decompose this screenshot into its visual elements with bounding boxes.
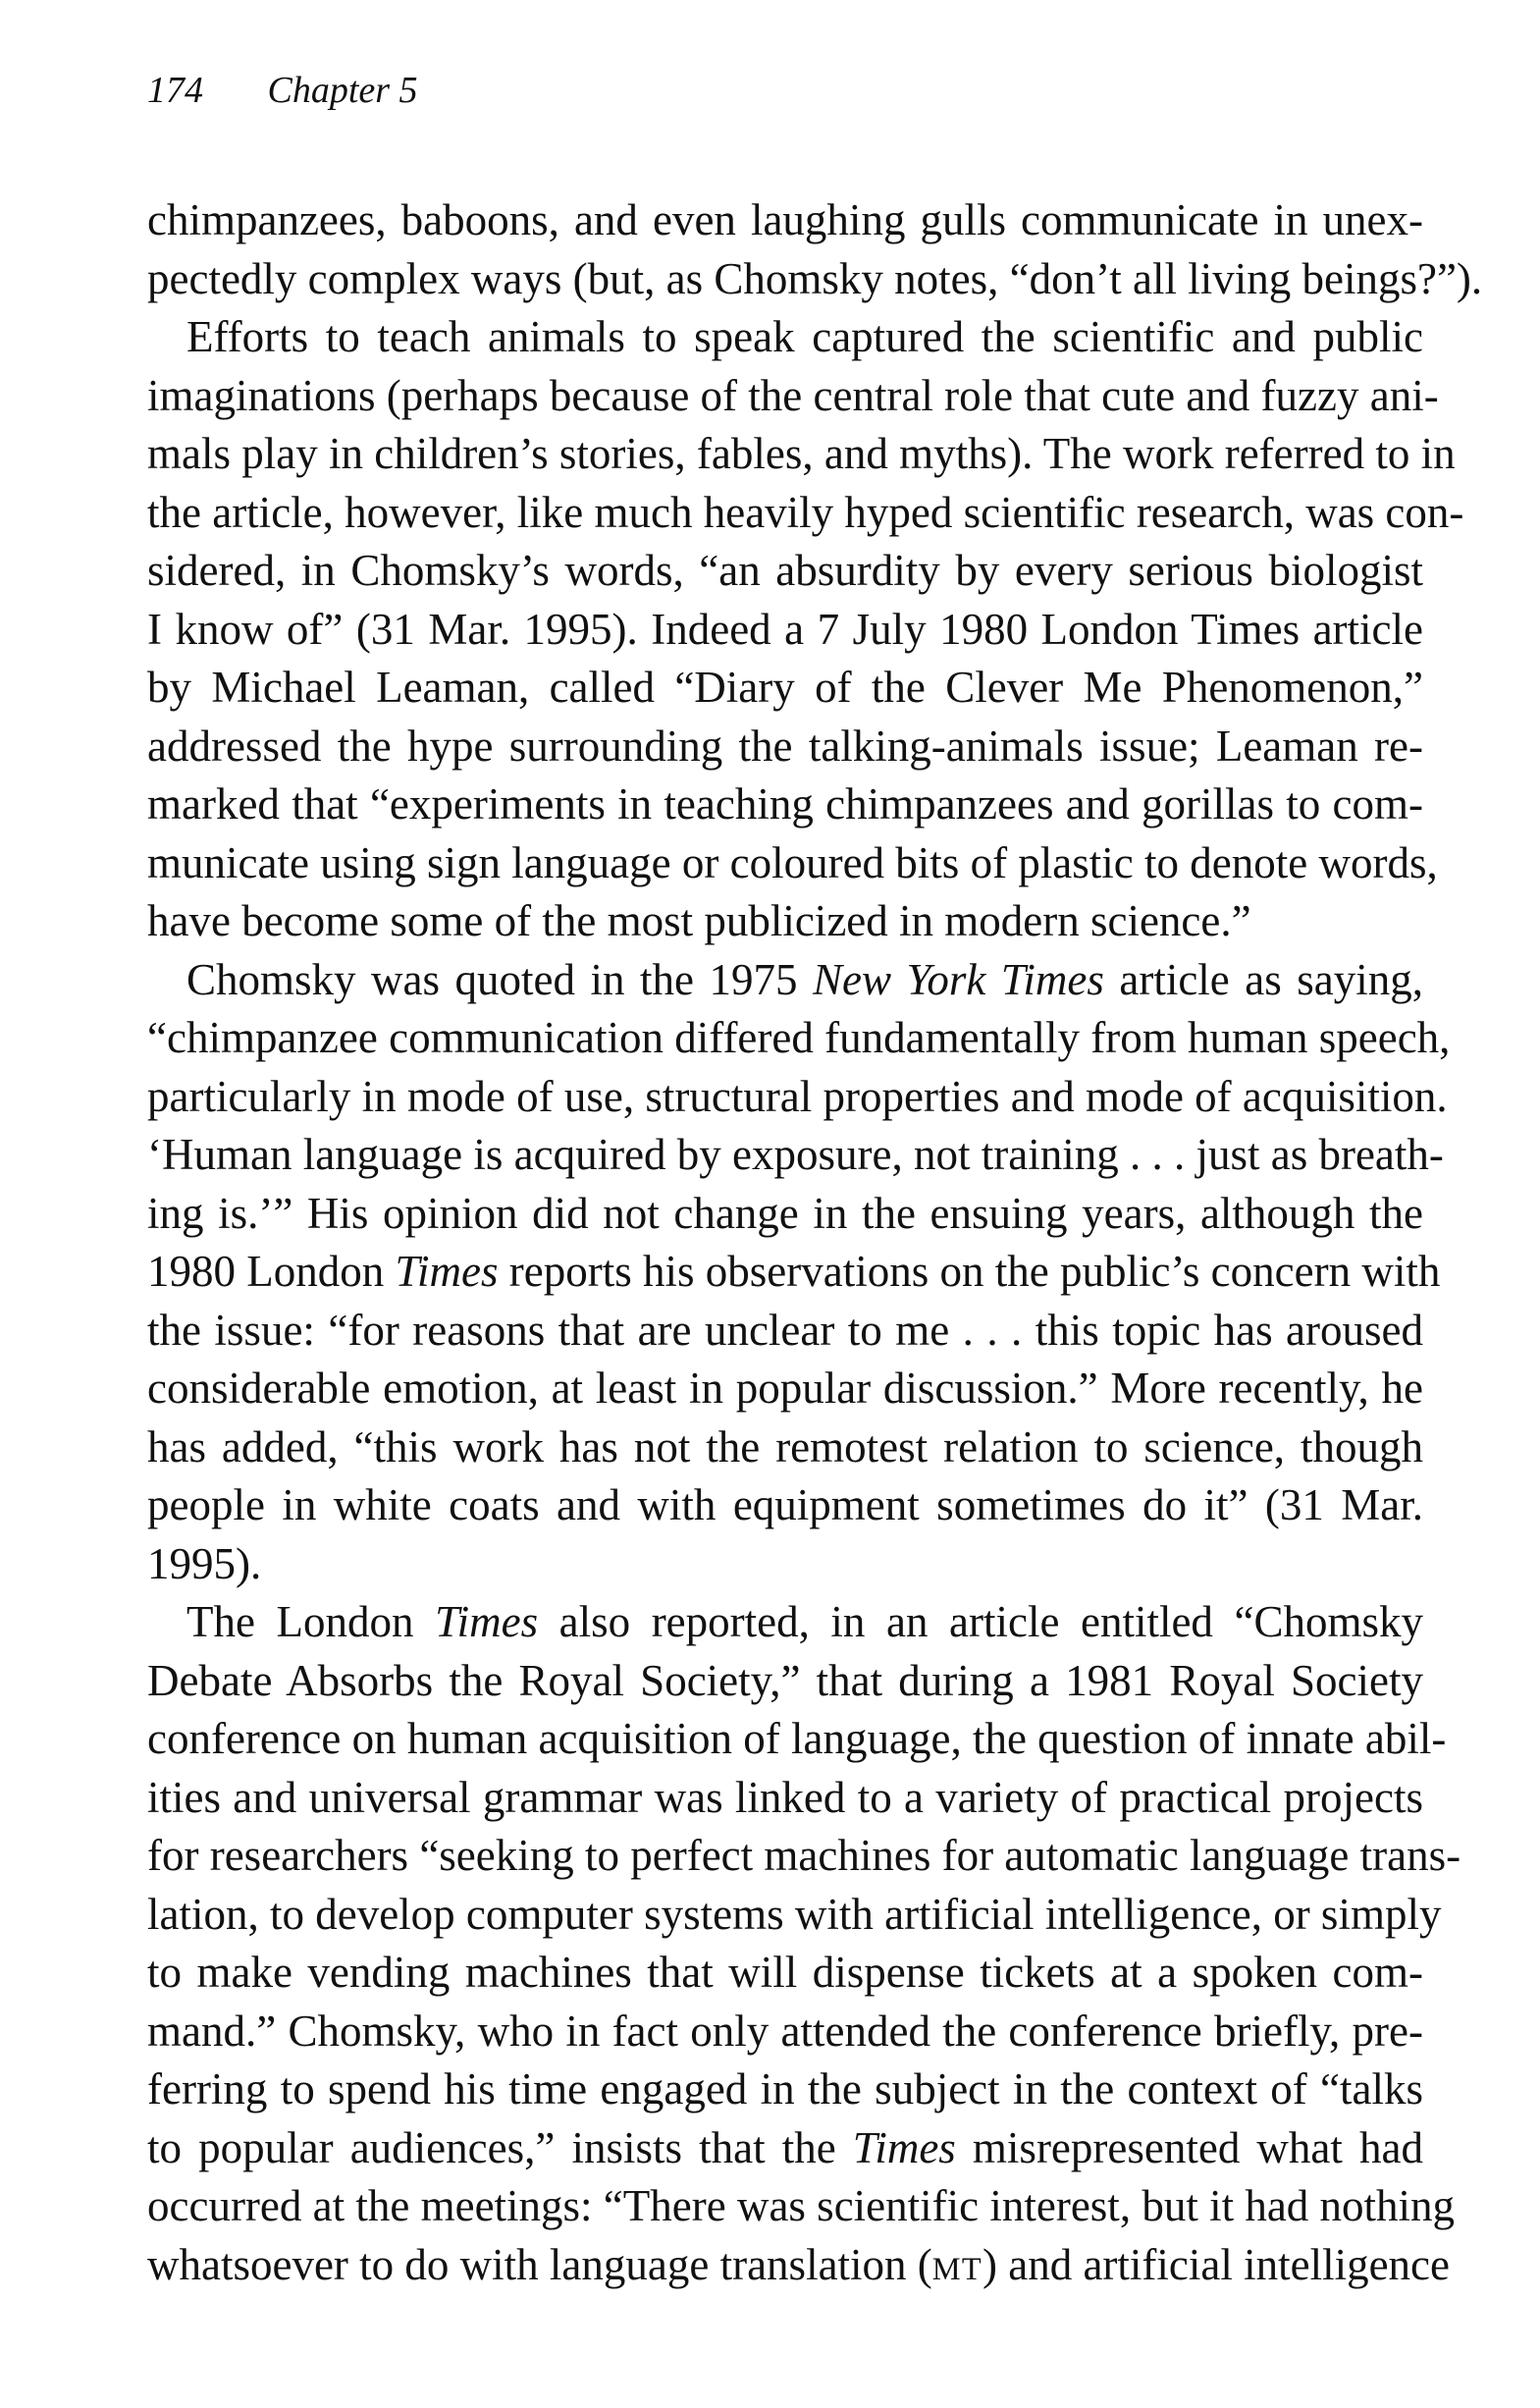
text-line: by Michael Leaman, called “Diary of the Clever Me Phenomenon,” (147, 663, 1423, 712)
text-run: reports his observations on the public’s concern with (498, 1247, 1441, 1296)
text-line: occurred at the meetings: “There was scientific interest, but it had nothing (147, 2181, 1456, 2230)
text-line: have become some of the most publicized in modern science.” (147, 896, 1251, 945)
italic-title: Times (852, 2122, 956, 2172)
text-line: “chimpanzee communication differed fundamentally from human speech, (147, 1013, 1451, 1062)
text-line: ities and universal grammar was linked to a variety of practical projects (147, 1772, 1423, 1822)
text-line: particularly in mode of use, structural properties and mode of acquisition. (147, 1071, 1448, 1121)
text-line: Efforts to teach animals to speak captured the scientific and public (186, 312, 1423, 361)
text-line: considerable emotion, at least in popular discussion.” More recently, he (147, 1364, 1423, 1413)
text-line (147, 1593, 1423, 1652)
body-text (147, 191, 1483, 2294)
text-run: misrepresented what had (955, 2122, 1423, 2172)
page-number: 174 (147, 70, 203, 111)
italic-title: Times (435, 1597, 539, 1646)
text-line (147, 2236, 1450, 2295)
text-run: whatsoever to do with language translation ( (147, 2239, 932, 2289)
text-line: to make vending machines that will dispense tickets at a spoken com- (147, 1948, 1423, 1997)
text-line: 1995). (147, 1538, 262, 1588)
text-line: addressed the hype surrounding the talking-animals issue; Leaman re- (147, 721, 1423, 771)
text-run: The London (186, 1597, 436, 1646)
text-line: imaginations (perhaps because of the central role that cute and fuzzy ani- (147, 370, 1439, 420)
text-run: to popular audiences,” insists that the (147, 2122, 853, 2172)
text-line: ing is.’” His opinion did not change in the ensuing years, although the (147, 1188, 1423, 1238)
text-run: article as saying, (1103, 954, 1424, 1004)
text-line: marked that “experiments in teaching chimpanzees and gorillas to com- (147, 779, 1423, 829)
text-line: mand.” Chomsky, who in fact only attended the conference briefly, pre- (147, 2006, 1423, 2056)
text-run: ) and artificial intelligence (982, 2239, 1450, 2289)
text-line: ‘Human language is acquired by exposure, not training . . . just as breath- (147, 1130, 1444, 1179)
text-line: people in white coats and with equipment sometimes do it” (31 Mar. (147, 1480, 1423, 1529)
text-line: municate using sign language or coloured bits of plastic to denote words, (147, 837, 1438, 887)
text-line: sidered, in Chomsky’s words, “an absurdity by every serious biologist (147, 546, 1423, 595)
text-line: I know of” (31 Mar. 1995). Indeed a 7 July 1980 London Times article (147, 604, 1423, 654)
text-line: mals play in children’s stories, fables, and myths). The work referred to in (147, 429, 1456, 478)
text-line: Debate Absorbs the Royal Society,” that during a 1981 Royal Society (147, 1655, 1423, 1705)
text-line: conference on human acquisition of language, the question of innate abil- (147, 1714, 1447, 1763)
text-run: 1980 London (147, 1247, 396, 1296)
chapter-title: Chapter 5 (267, 70, 418, 111)
text-line (147, 1243, 1441, 1302)
text-line: chimpanzees, baboons, and even laughing gulls communicate in unex- (147, 195, 1423, 244)
text-line: for researchers “seeking to perfect machines for automatic language trans- (147, 1831, 1461, 1880)
text-line: the issue: “for reasons that are unclear to me . . . this topic has aroused (147, 1305, 1423, 1355)
running-head (147, 69, 418, 112)
italic-title: Times (395, 1247, 499, 1296)
text-line: ferring to spend his time engaged in the subject in the context of “talks (147, 2064, 1423, 2114)
text-line (147, 951, 1423, 1010)
small-caps-abbreviation: MT (931, 2251, 982, 2287)
text-line: has added, “this work has not the remotest relation to science, though (147, 1421, 1423, 1472)
text-run: Chomsky was quoted in the 1975 (186, 954, 813, 1004)
text-run: also reported, in an article entitled “Chomsky (538, 1597, 1423, 1646)
text-line: pectedly complex ways (but, as Chomsky notes, “don’t all living beings?”). (147, 253, 1483, 303)
text-line: lation, to develop computer systems with artificial intelligence, or simply (147, 1889, 1442, 1939)
text-line: the article, however, like much heavily hyped scientific research, was con- (147, 487, 1464, 537)
text-line (147, 2119, 1423, 2178)
italic-title: New York Times (812, 954, 1104, 1004)
